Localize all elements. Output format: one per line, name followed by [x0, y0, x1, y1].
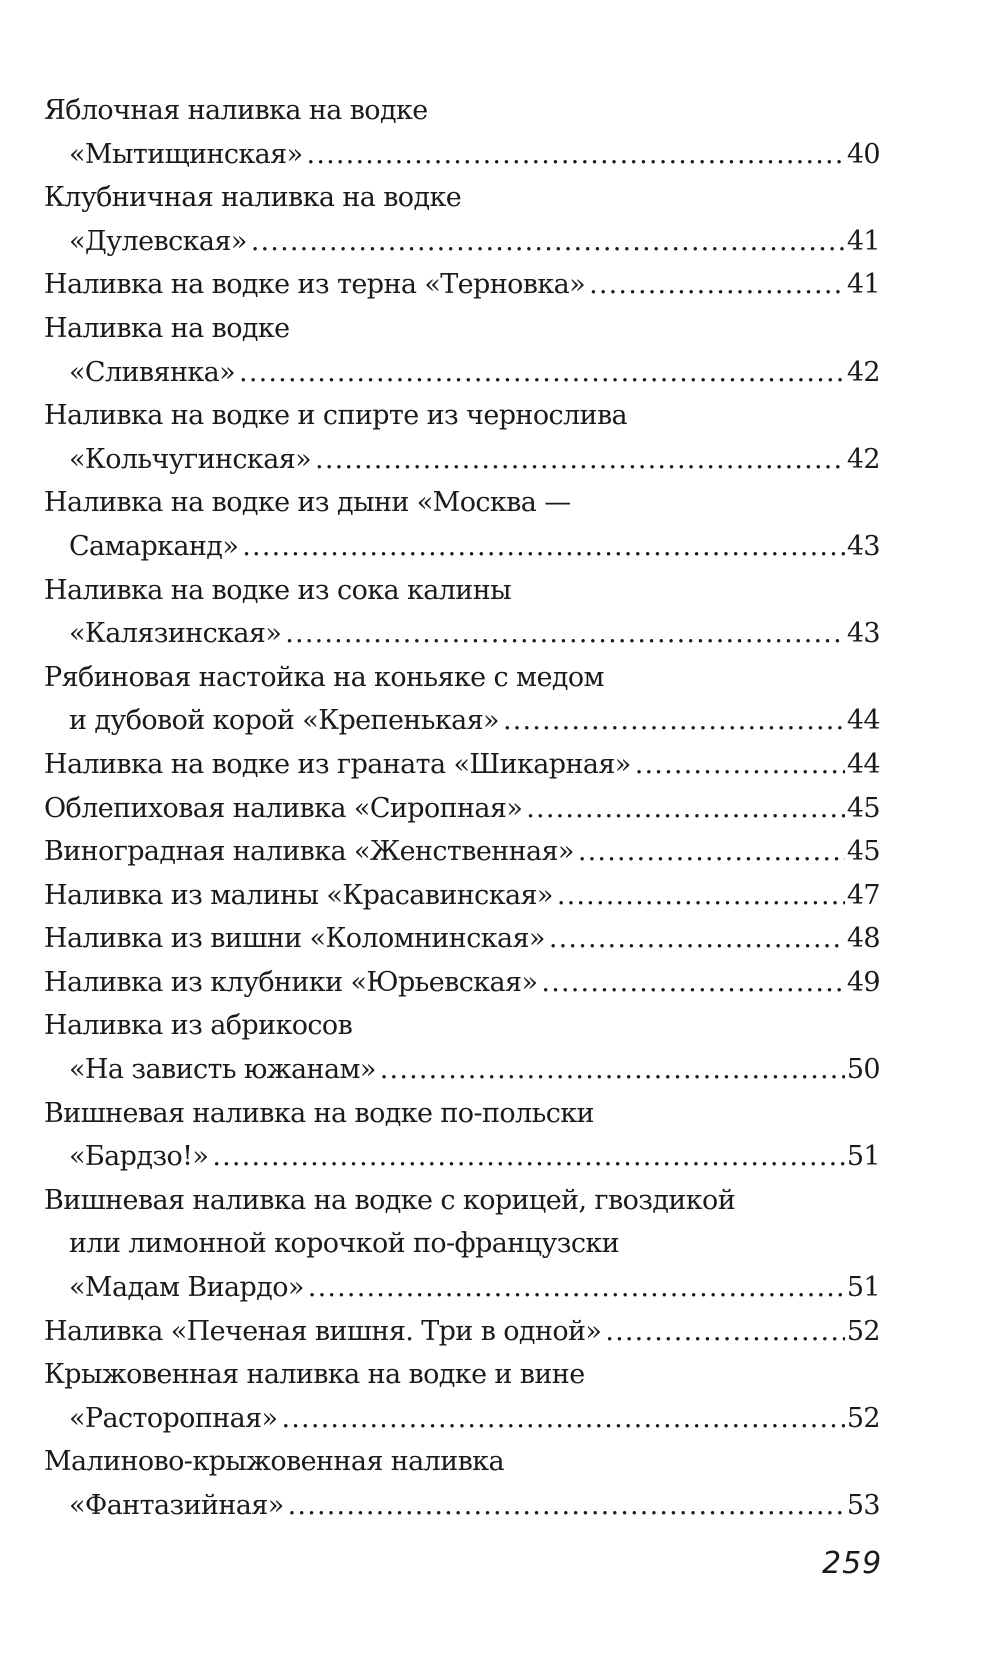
- toc-entry-last-line: [44, 133, 880, 177]
- toc-entry-last-line: [44, 961, 880, 1005]
- toc-entry-title: Виноградная наливка «Женственная»: [44, 836, 574, 868]
- toc-entry-last-line: [44, 220, 880, 264]
- toc-entry: [44, 569, 880, 656]
- dot-leader: [578, 830, 845, 874]
- toc-entry-title-line: Рябиновая настойка на коньяке с медом: [44, 661, 604, 693]
- toc-entry: [44, 89, 880, 176]
- toc-entry-last-line: [44, 351, 880, 395]
- dot-leader: [281, 1397, 844, 1441]
- toc-entry-title-line: Клубничная наливка на водке: [44, 182, 462, 214]
- dot-leader: [251, 220, 845, 264]
- toc-entry-title: «Сливянка»: [69, 356, 236, 388]
- toc-entry-title-line: Наливка на водке и спирте из чернослива: [44, 400, 628, 432]
- toc-entry-page-number: 50: [846, 1054, 880, 1086]
- toc-entry-page-number: 49: [846, 966, 880, 998]
- toc-entry-title-line: Крыжовенная наливка на водке и вине: [44, 1359, 585, 1391]
- dot-leader: [589, 263, 845, 307]
- dot-leader: [557, 874, 845, 918]
- toc-entry-title-line: Вишневая наливка на водке по-польски: [44, 1097, 594, 1129]
- toc-entry: [44, 1440, 880, 1527]
- dot-leader: [605, 1310, 845, 1354]
- toc-entry: [44, 1092, 880, 1179]
- toc-entry-title: Наливка «Печеная вишня. Три в одной»: [44, 1315, 602, 1347]
- toc-entry-title-line: Яблочная наливка на водке: [44, 95, 428, 126]
- toc-entry-last-line: [44, 612, 880, 656]
- toc-entry-page-number: 42: [846, 356, 880, 388]
- dot-leader: [307, 133, 845, 177]
- toc-entry: [44, 874, 880, 918]
- toc-entry: [44, 1179, 880, 1310]
- toc-entry: [44, 481, 880, 568]
- toc-entry-page-number: 41: [846, 225, 880, 257]
- toc-entry-page-number: 44: [846, 748, 880, 780]
- toc-entry-title: Наливка из клубники «Юрьевская»: [44, 966, 538, 998]
- toc-entry-last-line: [44, 1484, 880, 1528]
- toc-entry-title: Наливка на водке из граната «Шикарная»: [44, 748, 631, 780]
- toc-entry-last-line: [44, 874, 880, 918]
- toc-entry-page-number: 45: [846, 792, 880, 824]
- dot-leader: [635, 743, 845, 787]
- toc-entry-title-line: Малиново-крыжовенная наливка: [44, 1446, 504, 1478]
- toc-entry-title: Наливка из вишни «Коломнинская»: [44, 923, 545, 955]
- toc-entry-page-number: 43: [846, 618, 880, 650]
- toc-entry-last-line: [44, 743, 880, 787]
- toc-entry-title: Наливка на водке из терна «Терновка»: [44, 269, 586, 301]
- toc-entry-last-line: [44, 699, 880, 743]
- toc-entry-last-line: [44, 1135, 880, 1179]
- toc-entry-title: «Дулевская»: [69, 225, 247, 257]
- toc-entry-page-number: 52: [846, 1315, 880, 1347]
- toc-entry-title: «Мытищинская»: [69, 138, 303, 170]
- toc-entry: [44, 394, 880, 481]
- dot-leader: [239, 351, 845, 395]
- toc-entry-title-line: Вишневая наливка на водке с корицей, гвоздикой: [44, 1184, 736, 1216]
- toc-entry: [44, 263, 880, 307]
- toc-entry-last-line: [44, 917, 880, 961]
- dot-leader: [380, 1048, 845, 1092]
- toc-entry-page-number: 42: [846, 443, 880, 475]
- dot-leader: [308, 1266, 845, 1310]
- toc-entry-page-number: 47: [846, 879, 880, 911]
- toc-entry-page-number: 48: [846, 923, 880, 955]
- toc-entry-title-line: или лимонной корочкой по-французски: [69, 1228, 620, 1260]
- toc-entry: [44, 1353, 880, 1440]
- toc-entry-last-line: [44, 1266, 880, 1310]
- dot-leader: [315, 438, 845, 482]
- toc-entry-last-line: [44, 830, 880, 874]
- toc-entry-title: и дубовой корой «Крепенькая»: [69, 705, 499, 737]
- toc-entry-last-line: [44, 1397, 880, 1441]
- page-number: 259: [822, 1546, 883, 1581]
- toc-entry: [44, 787, 880, 831]
- toc-entry-title: «Бардзо!»: [69, 1141, 209, 1173]
- table-of-contents: [44, 89, 880, 1528]
- toc-entry-last-line: [44, 787, 880, 831]
- dot-leader: [212, 1135, 845, 1179]
- toc-entry-page-number: 45: [846, 836, 880, 868]
- toc-entry-title: Самарканд»: [69, 530, 239, 562]
- toc-entry-title: «На зависть южанам»: [69, 1054, 376, 1086]
- toc-entry: [44, 176, 880, 263]
- toc-entry: [44, 830, 880, 874]
- toc-entry-title-line: Наливка на водке: [44, 312, 290, 344]
- toc-entry-page-number: 53: [846, 1490, 880, 1521]
- toc-entry-page-number: 51: [846, 1272, 880, 1304]
- toc-entry-title: «Фантазийная»: [69, 1490, 284, 1521]
- toc-entry: [44, 917, 880, 961]
- toc-entry: [44, 1004, 880, 1091]
- toc-entry: [44, 743, 880, 787]
- toc-entry-page-number: 44: [846, 705, 880, 737]
- toc-entry-title: «Кольчугинская»: [69, 443, 312, 475]
- toc-entry-title-line: Наливка на водке из дыни «Москва —: [44, 487, 571, 519]
- toc-entry: [44, 1310, 880, 1354]
- toc-entry-title-line: Наливка на водке из сока калины: [44, 574, 511, 606]
- toc-entry-last-line: [44, 525, 880, 569]
- toc-entry-title: «Калязинская»: [69, 618, 282, 650]
- toc-entry: [44, 656, 880, 743]
- toc-entry-title: Наливка из малины «Красавинская»: [44, 879, 553, 911]
- toc-entry: [44, 307, 880, 394]
- toc-entry-last-line: [44, 263, 880, 307]
- dot-leader: [526, 787, 845, 831]
- dot-leader: [541, 961, 844, 1005]
- toc-entry-page-number: 51: [846, 1141, 880, 1173]
- toc-entry-page-number: 52: [846, 1402, 880, 1434]
- toc-entry-page-number: 43: [846, 530, 880, 562]
- toc-entry: [44, 961, 880, 1005]
- toc-entry-title: «Мадам Виардо»: [69, 1272, 304, 1304]
- toc-entry-last-line: [44, 438, 880, 482]
- toc-entry-title: «Расторопная»: [69, 1402, 278, 1434]
- dot-leader: [288, 1484, 845, 1528]
- toc-entry-page-number: 41: [846, 269, 880, 301]
- dot-leader: [242, 525, 845, 569]
- toc-entry-page-number: 40: [846, 138, 880, 170]
- toc-entry-last-line: [44, 1048, 880, 1092]
- dot-leader: [549, 917, 845, 961]
- dot-leader: [503, 699, 845, 743]
- toc-entry-title: Облепиховая наливка «Сиропная»: [44, 792, 523, 824]
- dot-leader: [285, 612, 845, 656]
- toc-entry-title-line: Наливка из абрикосов: [44, 1010, 353, 1042]
- toc-entry-last-line: [44, 1310, 880, 1354]
